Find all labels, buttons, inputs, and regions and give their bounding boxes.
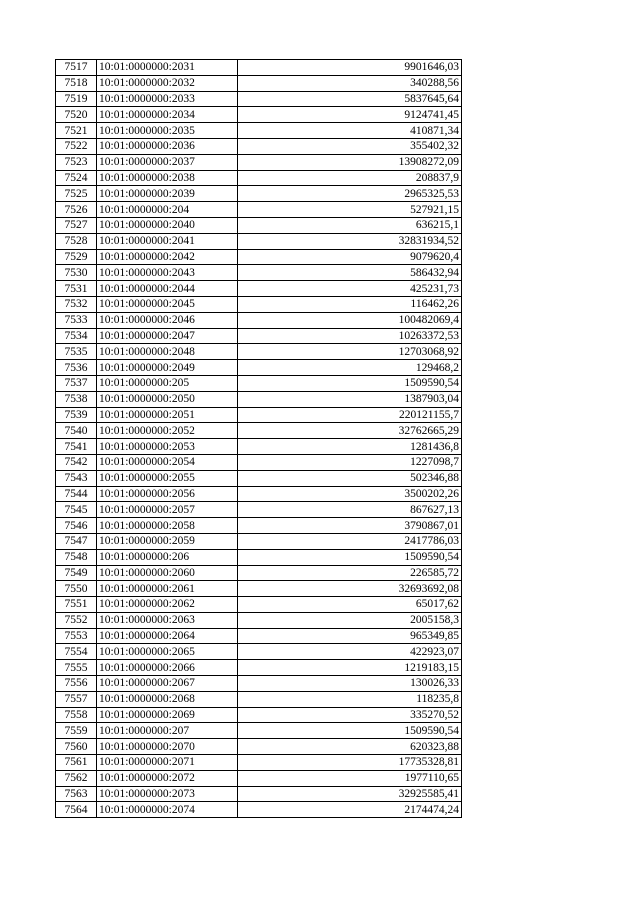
value-cell: 1219183,15 [238, 660, 462, 676]
row-number-cell: 7526 [56, 202, 97, 218]
row-number-cell: 7540 [56, 423, 97, 439]
value-cell: 425231,73 [238, 281, 462, 297]
table-row [56, 107, 462, 123]
value-cell: 636215,1 [238, 217, 462, 233]
table-row [56, 565, 462, 581]
cadastral-number-cell: 10:01:0000000:2041 [97, 233, 238, 249]
row-number-cell: 7562 [56, 770, 97, 786]
cadastral-number-cell: 10:01:0000000:2071 [97, 755, 238, 771]
cadastral-number-cell: 10:01:0000000:2068 [97, 691, 238, 707]
row-number-cell: 7518 [56, 75, 97, 91]
row-number-cell: 7528 [56, 233, 97, 249]
table-row [56, 549, 462, 565]
cadastral-number-cell: 10:01:0000000:2047 [97, 328, 238, 344]
row-number-cell: 7559 [56, 723, 97, 739]
table-row [56, 91, 462, 107]
cadastral-number-cell: 10:01:0000000:2059 [97, 533, 238, 549]
cadastral-number-cell: 10:01:0000000:2037 [97, 154, 238, 170]
value-cell: 32925585,41 [238, 786, 462, 802]
value-cell: 527921,15 [238, 202, 462, 218]
value-cell: 118235,8 [238, 691, 462, 707]
table-row [56, 628, 462, 644]
row-number-cell: 7564 [56, 802, 97, 818]
table-row [56, 344, 462, 360]
row-number-cell: 7541 [56, 439, 97, 455]
table-row [56, 170, 462, 186]
value-cell: 867627,13 [238, 502, 462, 518]
cadastral-number-cell: 10:01:0000000:2032 [97, 75, 238, 91]
value-cell: 2417786,03 [238, 533, 462, 549]
row-number-cell: 7553 [56, 628, 97, 644]
value-cell: 32693692,08 [238, 581, 462, 597]
value-cell: 3790867,01 [238, 518, 462, 534]
table-row [56, 154, 462, 170]
cadastral-number-cell: 10:01:0000000:2057 [97, 502, 238, 518]
table-row [56, 360, 462, 376]
cadastral-number-cell: 10:01:0000000:2056 [97, 486, 238, 502]
cadastral-number-cell: 10:01:0000000:2043 [97, 265, 238, 281]
cadastral-number-cell: 10:01:0000000:2048 [97, 344, 238, 360]
table-row [56, 707, 462, 723]
table-row [56, 281, 462, 297]
table-row [56, 786, 462, 802]
cadastral-number-cell: 10:01:0000000:2033 [97, 91, 238, 107]
cadastral-number-cell: 10:01:0000000:2051 [97, 407, 238, 423]
cadastral-number-cell: 10:01:0000000:2031 [97, 60, 238, 76]
cadastral-number-cell: 10:01:0000000:2066 [97, 660, 238, 676]
cadastral-number-cell: 10:01:0000000:2063 [97, 612, 238, 628]
cadastral-number-cell: 10:01:0000000:2034 [97, 107, 238, 123]
cadastral-number-cell: 10:01:0000000:2036 [97, 138, 238, 154]
row-number-cell: 7517 [56, 60, 97, 76]
cadastral-number-cell: 10:01:0000000:2064 [97, 628, 238, 644]
cadastral-number-cell: 10:01:0000000:2052 [97, 423, 238, 439]
table-row [56, 486, 462, 502]
cadastral-number-cell: 10:01:0000000:2065 [97, 644, 238, 660]
cadastral-number-cell: 10:01:0000000:2070 [97, 739, 238, 755]
cadastral-number-cell: 10:01:0000000:2067 [97, 676, 238, 692]
value-cell: 340288,56 [238, 75, 462, 91]
cadastral-number-cell: 10:01:0000000:2042 [97, 249, 238, 265]
table-row [56, 217, 462, 233]
table-row [56, 470, 462, 486]
table-row [56, 454, 462, 470]
row-number-cell: 7548 [56, 549, 97, 565]
table-row [56, 423, 462, 439]
value-cell: 1387903,04 [238, 391, 462, 407]
value-cell: 335270,52 [238, 707, 462, 723]
row-number-cell: 7520 [56, 107, 97, 123]
table-row [56, 186, 462, 202]
value-cell: 355402,32 [238, 138, 462, 154]
cadastral-number-cell: 10:01:0000000:2069 [97, 707, 238, 723]
table-row [56, 75, 462, 91]
value-cell: 13908272,09 [238, 154, 462, 170]
cadastral-number-cell: 10:01:0000000:2035 [97, 123, 238, 139]
row-number-cell: 7560 [56, 739, 97, 755]
table-row [56, 660, 462, 676]
table-row [56, 723, 462, 739]
row-number-cell: 7536 [56, 360, 97, 376]
row-number-cell: 7552 [56, 612, 97, 628]
row-number-cell: 7531 [56, 281, 97, 297]
value-cell: 9079620,4 [238, 249, 462, 265]
row-number-cell: 7549 [56, 565, 97, 581]
value-cell: 2174474,24 [238, 802, 462, 818]
table-row [56, 612, 462, 628]
cadastral-number-cell: 10:01:0000000:2050 [97, 391, 238, 407]
value-cell: 32831934,52 [238, 233, 462, 249]
cadastral-number-cell: 10:01:0000000:2040 [97, 217, 238, 233]
table-row [56, 375, 462, 391]
row-number-cell: 7561 [56, 755, 97, 771]
row-number-cell: 7521 [56, 123, 97, 139]
value-cell: 9901646,03 [238, 60, 462, 76]
table-row [56, 676, 462, 692]
row-number-cell: 7543 [56, 470, 97, 486]
row-number-cell: 7539 [56, 407, 97, 423]
value-cell: 12703068,92 [238, 344, 462, 360]
cadastral-number-cell: 10:01:0000000:2058 [97, 518, 238, 534]
data-table [55, 59, 462, 818]
value-cell: 9124741,45 [238, 107, 462, 123]
row-number-cell: 7545 [56, 502, 97, 518]
row-number-cell: 7527 [56, 217, 97, 233]
row-number-cell: 7533 [56, 312, 97, 328]
value-cell: 129468,2 [238, 360, 462, 376]
value-cell: 130026,33 [238, 676, 462, 692]
value-cell: 116462,26 [238, 296, 462, 312]
row-number-cell: 7523 [56, 154, 97, 170]
row-number-cell: 7538 [56, 391, 97, 407]
cadastral-number-cell: 10:01:0000000:2045 [97, 296, 238, 312]
value-cell: 2005158,3 [238, 612, 462, 628]
cadastral-number-cell: 10:01:0000000:205 [97, 375, 238, 391]
cadastral-number-cell: 10:01:0000000:2039 [97, 186, 238, 202]
data-table-body [56, 60, 462, 818]
table-row [56, 502, 462, 518]
table-row [56, 739, 462, 755]
row-number-cell: 7544 [56, 486, 97, 502]
table-row [56, 233, 462, 249]
table-row [56, 439, 462, 455]
table-row [56, 312, 462, 328]
value-cell: 1227098,7 [238, 454, 462, 470]
cadastral-number-cell: 10:01:0000000:2049 [97, 360, 238, 376]
cadastral-number-cell: 10:01:0000000:2046 [97, 312, 238, 328]
table-row [56, 533, 462, 549]
row-number-cell: 7535 [56, 344, 97, 360]
value-cell: 2965325,53 [238, 186, 462, 202]
table-row [56, 60, 462, 76]
value-cell: 1281436,8 [238, 439, 462, 455]
table-row [56, 518, 462, 534]
table-row [56, 691, 462, 707]
cadastral-number-cell: 10:01:0000000:2072 [97, 770, 238, 786]
table-row [56, 202, 462, 218]
value-cell: 5837645,64 [238, 91, 462, 107]
row-number-cell: 7524 [56, 170, 97, 186]
cadastral-number-cell: 10:01:0000000:2073 [97, 786, 238, 802]
row-number-cell: 7558 [56, 707, 97, 723]
table-row [56, 581, 462, 597]
cadastral-number-cell: 10:01:0000000:2044 [97, 281, 238, 297]
row-number-cell: 7547 [56, 533, 97, 549]
value-cell: 10263372,53 [238, 328, 462, 344]
row-number-cell: 7555 [56, 660, 97, 676]
value-cell: 226585,72 [238, 565, 462, 581]
row-number-cell: 7556 [56, 676, 97, 692]
table-row [56, 391, 462, 407]
value-cell: 586432,94 [238, 265, 462, 281]
value-cell: 100482069,4 [238, 312, 462, 328]
cadastral-number-cell: 10:01:0000000:2074 [97, 802, 238, 818]
row-number-cell: 7534 [56, 328, 97, 344]
row-number-cell: 7550 [56, 581, 97, 597]
value-cell: 3500202,26 [238, 486, 462, 502]
cadastral-number-cell: 10:01:0000000:2061 [97, 581, 238, 597]
table-row [56, 597, 462, 613]
value-cell: 422923,07 [238, 644, 462, 660]
value-cell: 220121155,7 [238, 407, 462, 423]
value-cell: 1509590,54 [238, 549, 462, 565]
cadastral-number-cell: 10:01:0000000:2060 [97, 565, 238, 581]
cadastral-number-cell: 10:01:0000000:2038 [97, 170, 238, 186]
cadastral-number-cell: 10:01:0000000:2054 [97, 454, 238, 470]
table-row [56, 644, 462, 660]
row-number-cell: 7557 [56, 691, 97, 707]
cadastral-number-cell: 10:01:0000000:2055 [97, 470, 238, 486]
row-number-cell: 7532 [56, 296, 97, 312]
cadastral-number-cell: 10:01:0000000:2053 [97, 439, 238, 455]
row-number-cell: 7551 [56, 597, 97, 613]
value-cell: 32762665,29 [238, 423, 462, 439]
table-row [56, 755, 462, 771]
value-cell: 1977110,65 [238, 770, 462, 786]
value-cell: 965349,85 [238, 628, 462, 644]
row-number-cell: 7546 [56, 518, 97, 534]
row-number-cell: 7563 [56, 786, 97, 802]
table-row [56, 265, 462, 281]
cadastral-number-cell: 10:01:0000000:2062 [97, 597, 238, 613]
value-cell: 208837,9 [238, 170, 462, 186]
value-cell: 65017,62 [238, 597, 462, 613]
table-row [56, 296, 462, 312]
cadastral-number-cell: 10:01:0000000:207 [97, 723, 238, 739]
row-number-cell: 7554 [56, 644, 97, 660]
value-cell: 1509590,54 [238, 723, 462, 739]
value-cell: 502346,88 [238, 470, 462, 486]
table-row [56, 138, 462, 154]
row-number-cell: 7522 [56, 138, 97, 154]
row-number-cell: 7519 [56, 91, 97, 107]
value-cell: 620323,88 [238, 739, 462, 755]
table-row [56, 249, 462, 265]
row-number-cell: 7542 [56, 454, 97, 470]
row-number-cell: 7529 [56, 249, 97, 265]
value-cell: 17735328,81 [238, 755, 462, 771]
value-cell: 1509590,54 [238, 375, 462, 391]
table-row [56, 123, 462, 139]
row-number-cell: 7537 [56, 375, 97, 391]
value-cell: 410871,34 [238, 123, 462, 139]
table-row [56, 802, 462, 818]
table-row [56, 770, 462, 786]
row-number-cell: 7530 [56, 265, 97, 281]
table-row [56, 328, 462, 344]
table-row [56, 407, 462, 423]
cadastral-number-cell: 10:01:0000000:204 [97, 202, 238, 218]
cadastral-number-cell: 10:01:0000000:206 [97, 549, 238, 565]
row-number-cell: 7525 [56, 186, 97, 202]
